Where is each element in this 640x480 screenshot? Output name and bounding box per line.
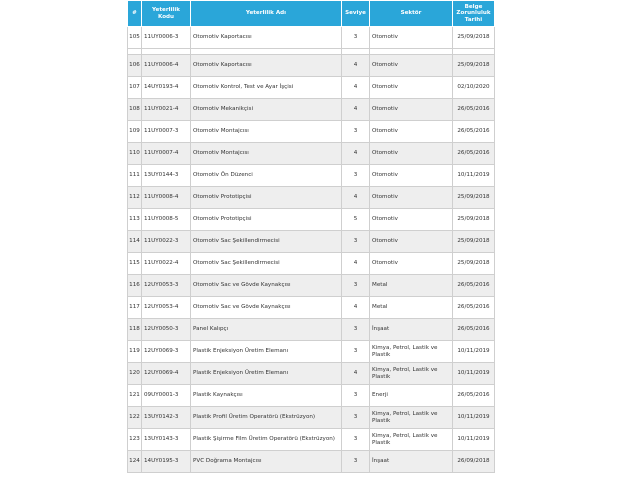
row-number-cell: 122 [128, 407, 142, 429]
qualification-name-cell: Otomotiv Montajcısı [191, 121, 342, 143]
qualification-code-cell: 11UY0022-3 [142, 231, 191, 253]
sector-cell: Metal [370, 275, 453, 297]
table-row [128, 121, 495, 143]
qualification-name-cell: Otomotiv Sac Şekillendirmecisi [191, 253, 342, 275]
level-cell: 3 [342, 27, 370, 49]
sector-cell: Otomotiv [370, 55, 453, 77]
row-number-cell: 112 [128, 187, 142, 209]
sector-cell: Otomotiv [370, 99, 453, 121]
table-row [128, 275, 495, 297]
qualification-name-cell: Plastik Enjeksiyon Üretim Elemanı [191, 363, 342, 385]
level-cell: 3 [342, 341, 370, 363]
sector-cell: Kimya, Petrol, Lastik ve Plastik [370, 341, 453, 363]
table-row [128, 27, 495, 49]
qualification-name-cell: Otomotiv Prototipçisi [191, 209, 342, 231]
level-cell: 3 [342, 319, 370, 341]
qualification-name-cell: Otomotiv Montajcısı [191, 143, 342, 165]
level-cell: 3 [342, 451, 370, 473]
mandatory-date-cell: 02/10/2020 [453, 77, 495, 99]
qualification-code-cell: 11UY0008-4 [142, 187, 191, 209]
level-cell: 3 [342, 165, 370, 187]
header-level: Seviye [342, 1, 370, 27]
table-row [128, 165, 495, 187]
qualification-code-cell: 12UY0050-3 [142, 319, 191, 341]
level-cell: 4 [342, 143, 370, 165]
sector-cell: Otomotiv [370, 253, 453, 275]
mandatory-date-cell: 26/05/2016 [453, 143, 495, 165]
row-number-cell: 106 [128, 55, 142, 77]
qualification-name-cell: PVC Doğrama Montajcısı [191, 451, 342, 473]
table-row [128, 451, 495, 473]
mandatory-date-cell: 25/09/2018 [453, 187, 495, 209]
qualification-code-cell: 14UY0195-3 [142, 451, 191, 473]
row-number-cell: 120 [128, 363, 142, 385]
qualification-code-cell: 12UY0053-4 [142, 297, 191, 319]
row-number-cell: 107 [128, 77, 142, 99]
level-cell: 4 [342, 253, 370, 275]
level-cell: 3 [342, 121, 370, 143]
row-number-cell: 114 [128, 231, 142, 253]
sector-cell: Otomotiv [370, 77, 453, 99]
qualification-name-cell: Otomotiv Kaportacısı [191, 55, 342, 77]
qualification-code-cell: 11UY0006-3 [142, 27, 191, 49]
mandatory-date-cell: 10/11/2019 [453, 341, 495, 363]
qualification-name-cell: Plastik Enjeksiyon Üretim Elemanı [191, 341, 342, 363]
table-row [128, 341, 495, 363]
row-number-cell: 108 [128, 99, 142, 121]
mandatory-date-cell: 26/05/2016 [453, 99, 495, 121]
header-no: # [128, 1, 142, 27]
table-row [128, 297, 495, 319]
row-number-cell: 124 [128, 451, 142, 473]
qualification-name-cell: Otomotiv Prototipçisi [191, 187, 342, 209]
level-cell: 4 [342, 99, 370, 121]
qualification-code-cell: 11UY0008-5 [142, 209, 191, 231]
qualification-code-cell: 13UY0143-3 [142, 429, 191, 451]
qualification-name-cell: Plastik Kaynakçısı [191, 385, 342, 407]
sector-cell: Otomotiv [370, 165, 453, 187]
sector-cell: Metal [370, 297, 453, 319]
sector-cell: Kimya, Petrol, Lastik ve Plastik [370, 429, 453, 451]
row-number-cell: 116 [128, 275, 142, 297]
table-row [128, 99, 495, 121]
qualification-name-cell: Plastik Şişirme Film Üretim Operatörü (Ekstrüzyon) [191, 429, 342, 451]
qualification-name-cell: Otomotiv Kaportacısı [191, 27, 342, 49]
mandatory-date-cell: 26/05/2016 [453, 385, 495, 407]
qualification-code-cell: 11UY0021-4 [142, 99, 191, 121]
row-number-cell: 113 [128, 209, 142, 231]
level-cell: 4 [342, 363, 370, 385]
level-cell: 3 [342, 385, 370, 407]
row-number-cell: 105 [128, 27, 142, 49]
level-cell: 4 [342, 55, 370, 77]
qualifications-table [127, 0, 495, 473]
qualification-code-cell: 11UY0007-3 [142, 121, 191, 143]
qualification-name-cell: Otomotiv Mekanikçisi [191, 99, 342, 121]
level-cell: 5 [342, 209, 370, 231]
qualification-name-cell: Otomotiv Sac ve Gövde Kaynakçısı [191, 275, 342, 297]
table-header-row [128, 1, 495, 27]
mandatory-date-cell: 26/09/2018 [453, 451, 495, 473]
qualification-code-cell: 12UY0069-3 [142, 341, 191, 363]
mandatory-date-cell: 26/05/2016 [453, 121, 495, 143]
mandatory-date-cell: 25/09/2018 [453, 55, 495, 77]
qualification-name-cell: Panel Kalıpçı [191, 319, 342, 341]
header-date: Belge Zorunluluk Tarihi [453, 1, 495, 27]
table-row [128, 429, 495, 451]
qualification-name-cell: Otomotiv Kontrol, Test ve Ayar İşçisi [191, 77, 342, 99]
table-row [128, 407, 495, 429]
level-cell: 3 [342, 429, 370, 451]
header-code: Yeterlilik Kodu [142, 1, 191, 27]
table-row [128, 77, 495, 99]
qualification-name-cell: Otomotiv Sac ve Gövde Kaynakçısı [191, 297, 342, 319]
table-row [128, 253, 495, 275]
qualification-name-cell: Otomotiv Ön Düzenci [191, 165, 342, 187]
qualification-code-cell: 09UY0001-3 [142, 385, 191, 407]
header-sector: Sektör [370, 1, 453, 27]
mandatory-date-cell: 10/11/2019 [453, 363, 495, 385]
mandatory-date-cell: 10/11/2019 [453, 429, 495, 451]
sector-cell: Otomotiv [370, 209, 453, 231]
row-number-cell: 118 [128, 319, 142, 341]
table-row [128, 187, 495, 209]
sector-cell: İnşaat [370, 319, 453, 341]
qualification-code-cell: 14UY0193-4 [142, 77, 191, 99]
qualifications-table-container [127, 0, 494, 473]
mandatory-date-cell: 26/05/2016 [453, 275, 495, 297]
header-name: Yeterlilik Adı [191, 1, 342, 27]
mandatory-date-cell: 25/09/2018 [453, 27, 495, 49]
sector-cell: Kimya, Petrol, Lastik ve Plastik [370, 363, 453, 385]
row-number-cell: 110 [128, 143, 142, 165]
level-cell: 4 [342, 297, 370, 319]
mandatory-date-cell: 25/09/2018 [453, 253, 495, 275]
row-number-cell: 115 [128, 253, 142, 275]
qualification-code-cell: 13UY0144-3 [142, 165, 191, 187]
sector-cell: İnşaat [370, 451, 453, 473]
table-body [128, 27, 495, 473]
table-row [128, 55, 495, 77]
mandatory-date-cell: 10/11/2019 [453, 165, 495, 187]
level-cell: 4 [342, 187, 370, 209]
table-row [128, 385, 495, 407]
table-row [128, 319, 495, 341]
row-number-cell: 111 [128, 165, 142, 187]
level-cell: 3 [342, 407, 370, 429]
qualification-code-cell: 12UY0069-4 [142, 363, 191, 385]
mandatory-date-cell: 26/05/2016 [453, 319, 495, 341]
row-number-cell: 123 [128, 429, 142, 451]
table-row [128, 231, 495, 253]
mandatory-date-cell: 26/05/2016 [453, 297, 495, 319]
row-number-cell: 121 [128, 385, 142, 407]
sector-cell: Otomotiv [370, 187, 453, 209]
row-number-cell: 119 [128, 341, 142, 363]
row-number-cell: 109 [128, 121, 142, 143]
table-row [128, 363, 495, 385]
qualification-name-cell: Plastik Profil Üretim Operatörü (Ekstrüzyon) [191, 407, 342, 429]
table-row [128, 143, 495, 165]
sector-cell: Enerji [370, 385, 453, 407]
level-cell: 3 [342, 275, 370, 297]
mandatory-date-cell: 25/09/2018 [453, 209, 495, 231]
qualification-name-cell: Otomotiv Sac Şekillendirmecisi [191, 231, 342, 253]
level-cell: 3 [342, 231, 370, 253]
qualification-code-cell: 11UY0007-4 [142, 143, 191, 165]
qualification-code-cell: 11UY0022-4 [142, 253, 191, 275]
row-number-cell: 117 [128, 297, 142, 319]
qualification-code-cell: 12UY0053-3 [142, 275, 191, 297]
qualification-code-cell: 11UY0006-4 [142, 55, 191, 77]
sector-cell: Otomotiv [370, 231, 453, 253]
sector-cell: Otomotiv [370, 143, 453, 165]
sector-cell: Otomotiv [370, 121, 453, 143]
mandatory-date-cell: 25/09/2018 [453, 231, 495, 253]
sector-cell: Kimya, Petrol, Lastik ve Plastik [370, 407, 453, 429]
level-cell: 4 [342, 77, 370, 99]
mandatory-date-cell: 10/11/2019 [453, 407, 495, 429]
table-row [128, 209, 495, 231]
qualification-code-cell: 13UY0142-3 [142, 407, 191, 429]
sector-cell: Otomotiv [370, 27, 453, 49]
